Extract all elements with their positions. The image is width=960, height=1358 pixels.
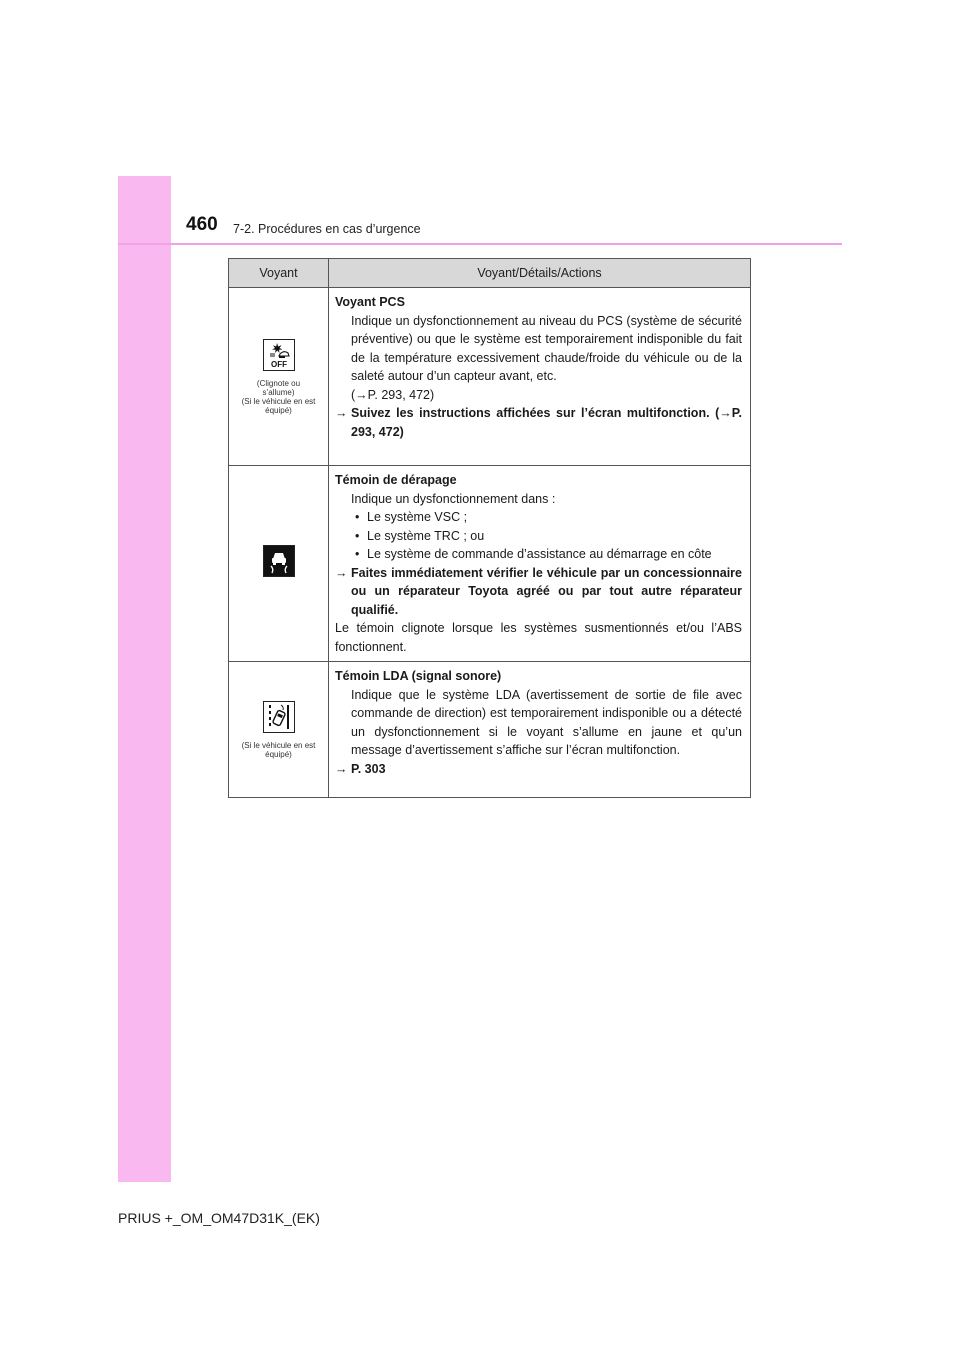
icon-note xyxy=(231,741,326,759)
header-divider xyxy=(118,243,842,245)
indicator-title: Témoin LDA (signal sonore) xyxy=(335,669,502,683)
arrow-icon: → xyxy=(335,565,348,580)
list-item: • Le système de commande d’assistance au démarrage en côte xyxy=(335,545,742,564)
indicator-description: Indique un dysfonctionnement dans : xyxy=(351,491,556,506)
action-text: Faites immédiatement vérifier le véhicule par un concessionnaire ou un réparateur Toyota agréé ou par tout autre réparateur qualifié. xyxy=(351,565,742,617)
icon-cell xyxy=(229,662,329,798)
icon-cell xyxy=(229,466,329,662)
indicator-note: Le témoin clignote lorsque les systèmes susmentionnés et/ou l’ABS fonctionnent. xyxy=(335,621,742,654)
indicator-table xyxy=(228,258,751,798)
side-tab-strip xyxy=(118,176,171,1182)
indicator-title: Voyant PCS xyxy=(335,295,405,309)
action-instruction xyxy=(335,404,742,441)
table-row xyxy=(229,662,751,798)
lda-icon xyxy=(263,701,295,733)
table-header-row xyxy=(229,259,751,288)
details-cell xyxy=(329,288,751,466)
table-row xyxy=(229,466,751,662)
pcs-off-label: OFF xyxy=(270,359,287,369)
icon-note-line: (Clignote ou xyxy=(256,378,301,388)
arrow-icon: → xyxy=(335,761,348,776)
icon-note-line: (Si le véhicule en est xyxy=(241,740,316,750)
icon-note-line: équipé) xyxy=(265,749,292,759)
icon-note-line: s’allume) xyxy=(262,387,295,397)
details-cell xyxy=(329,662,751,798)
list-item: • Le système TRC ; ou xyxy=(335,527,742,546)
action-text: Suivez les instructions affichées sur l’écran multifonction. (→P. 293, 472) xyxy=(351,406,742,439)
action-instruction xyxy=(335,760,742,779)
skid-indicator-icon xyxy=(263,545,295,577)
pcs-off-icon xyxy=(263,339,295,371)
action-instruction xyxy=(335,564,742,620)
table-row xyxy=(229,288,751,466)
section-title: 7-2. Procédures en cas d’urgence xyxy=(233,222,421,236)
list-item: • Le système VSC ; xyxy=(335,508,742,527)
indicator-description: Indique que le système LDA (avertissement de sortie de file avec commande de direction) est temporairement indisponible ou a détecté un dysfonctionnement si le voyant s’allume en jaune et qu’un message d’avertissement s’affiche sur l’écran multifonction. xyxy=(351,687,742,757)
icon-cell xyxy=(229,288,329,466)
icon-note-line: équipé) xyxy=(265,405,292,415)
page-number: 460 xyxy=(186,214,218,235)
column-header-details: Voyant/Détails/Actions xyxy=(329,259,751,288)
indicator-title: Témoin de dérapage xyxy=(335,473,457,487)
document-code: PRIUS +_OM_OM47D31K_(EK) xyxy=(118,1210,320,1226)
arrow-icon: → xyxy=(335,406,348,420)
page-reference: (→P. 293, 472) xyxy=(351,387,435,402)
action-text: P. 303 xyxy=(351,761,386,776)
details-cell xyxy=(329,466,751,662)
icon-note xyxy=(231,379,326,415)
icon-note-line: (Si le véhicule en est xyxy=(241,396,316,406)
column-header-voyant: Voyant xyxy=(229,259,329,288)
indicator-description: Indique un dysfonctionnement au niveau du PCS (système de sécurité préventive) ou que le système est temporairement indisponible du fait de la température excessivement chaude/froide du véhicule ou de la saleté autour d’un capteur avant, etc. xyxy=(351,313,742,383)
